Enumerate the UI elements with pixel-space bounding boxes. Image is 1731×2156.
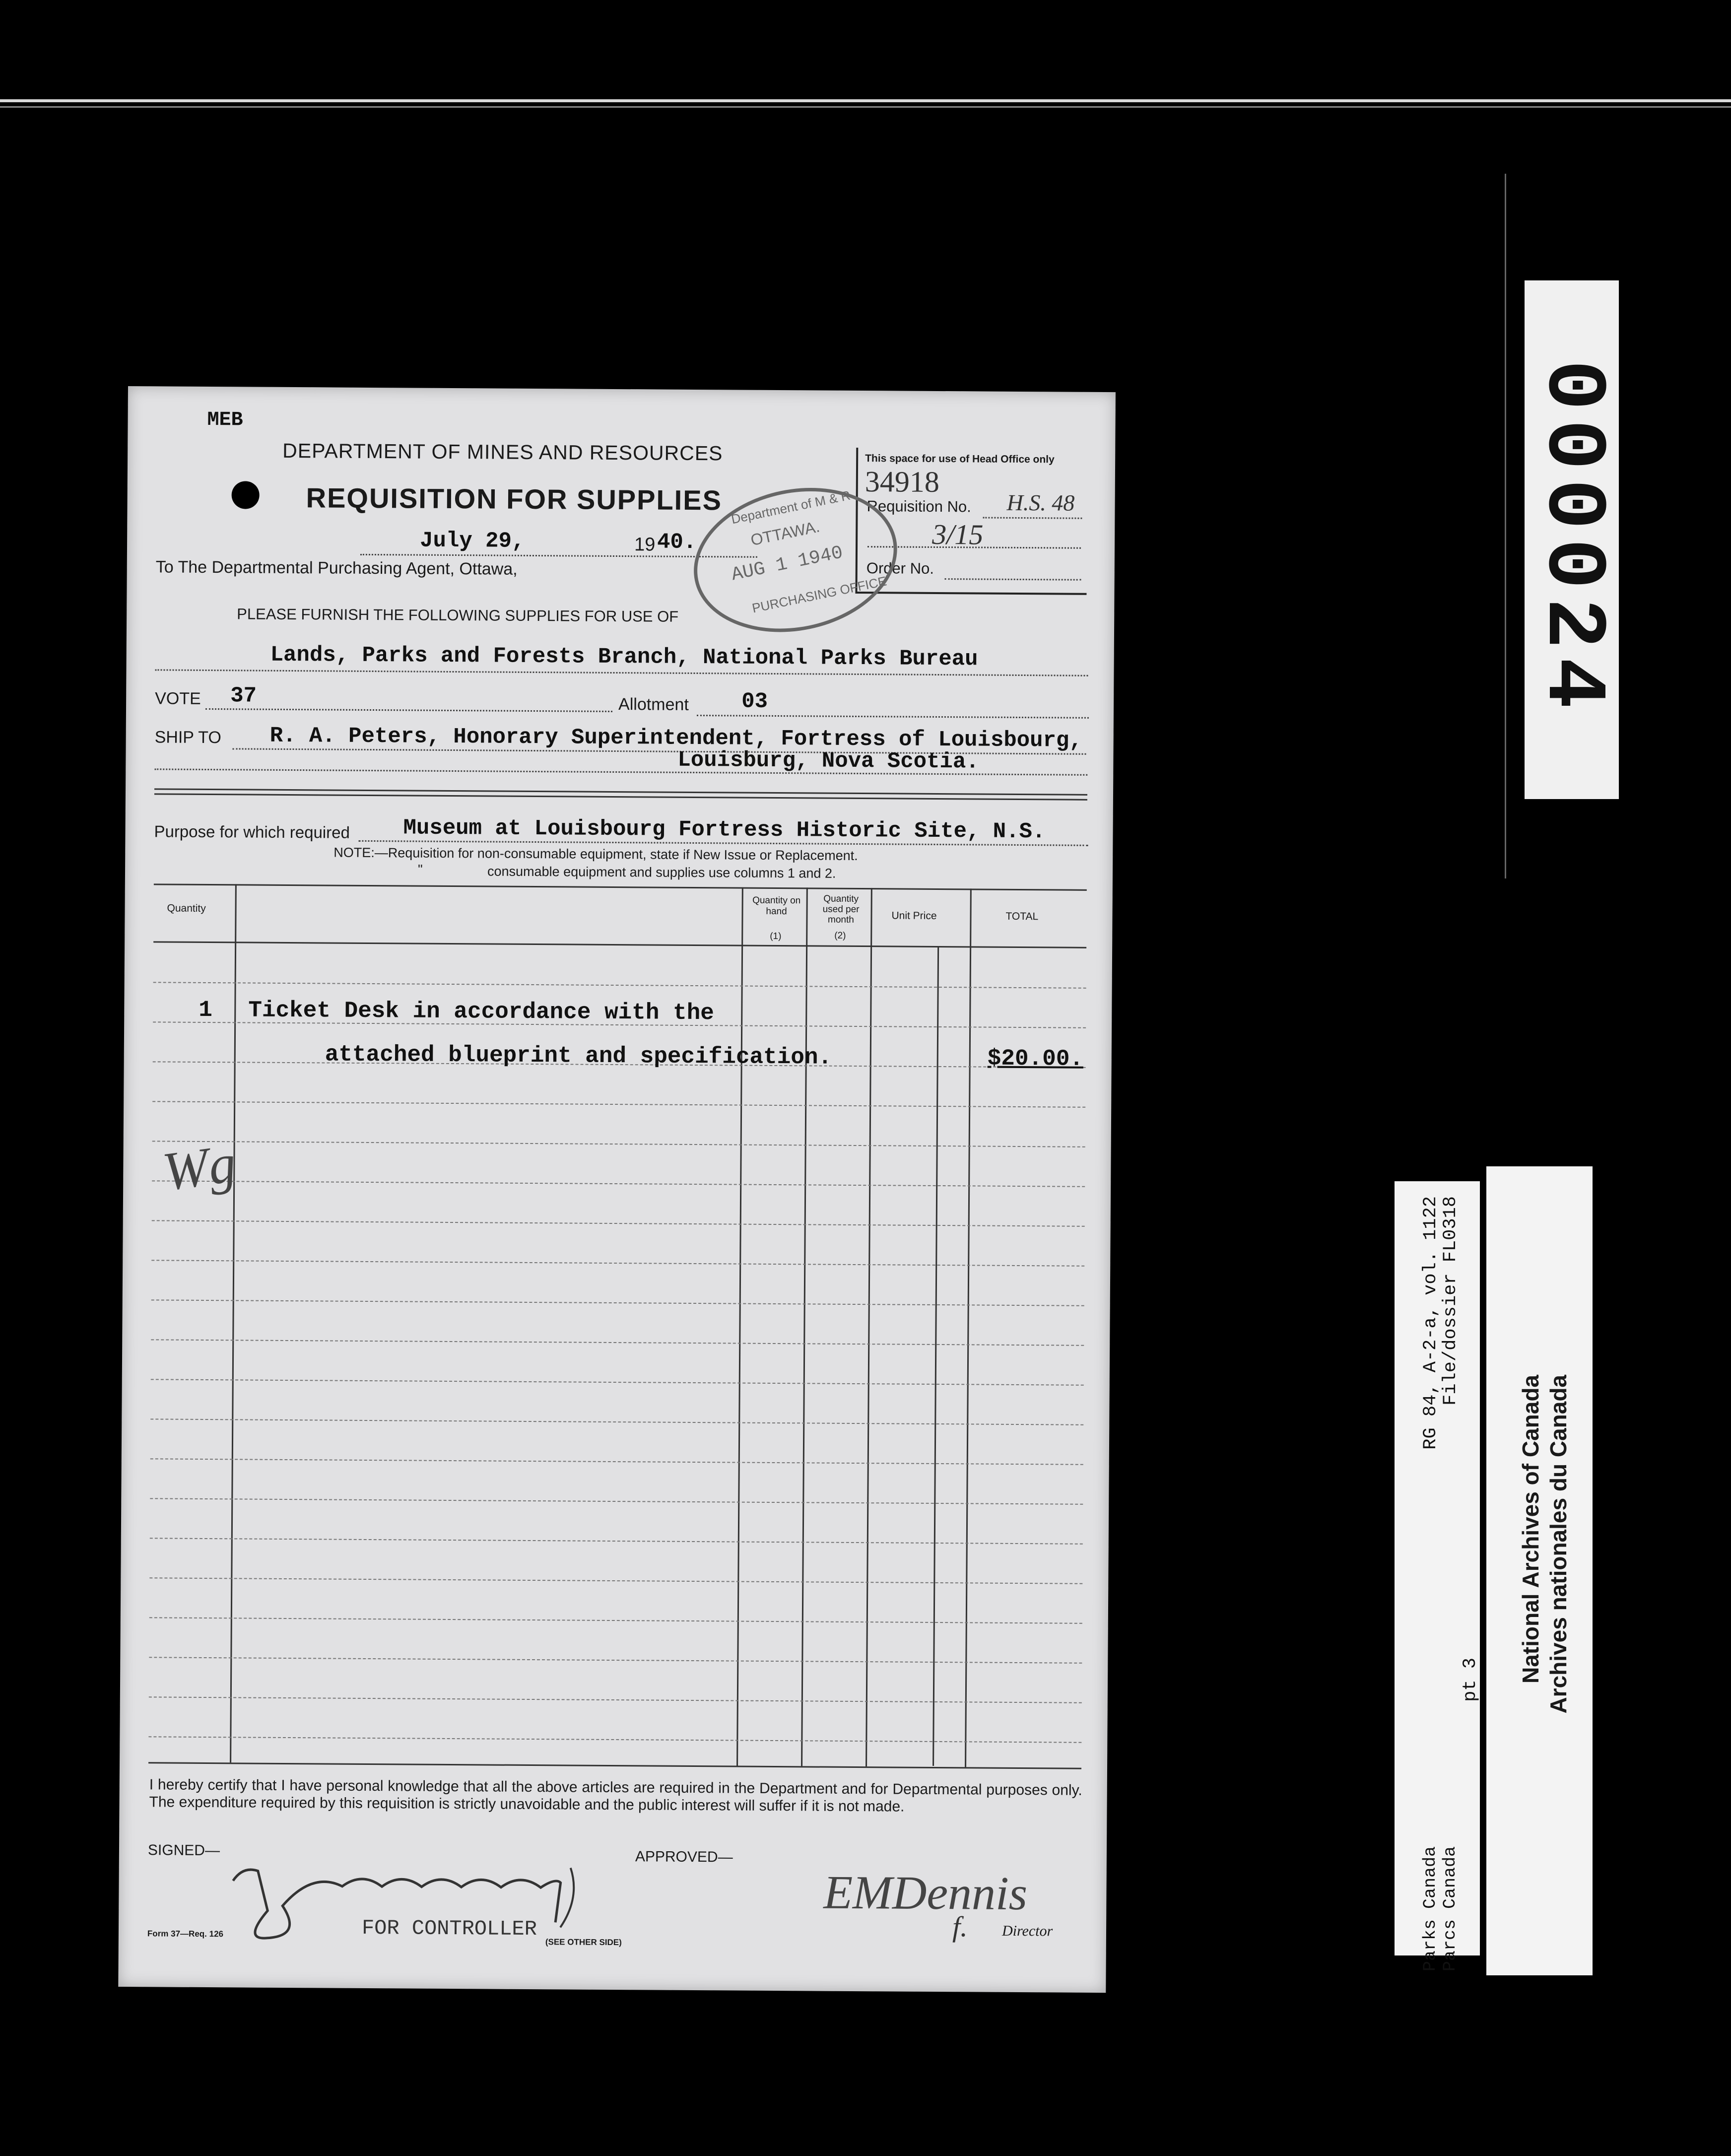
ship-to-label: SHIP TO	[154, 728, 221, 747]
national-archives-label	[1486, 1166, 1593, 1975]
parks-canada-en: Parks Canada	[1420, 1846, 1440, 1972]
ship-to-line-1: R. A. Peters, Honorary Superintendent, Fortress of Louisbourg,	[269, 723, 1082, 753]
film-edge-line-secondary	[0, 106, 1731, 108]
branch-name: Lands, Parks and Forests Branch, National Parks Bureau	[270, 642, 978, 672]
header-on-hand-col: (1)	[770, 931, 782, 942]
see-other-side: (SEE OTHER SIDE)	[545, 1937, 622, 1948]
row-2-total: $20.00.	[987, 1045, 1084, 1072]
for-controller-stamp: FOR CONTROLLER	[361, 1916, 537, 1942]
parks-canada-fr: Parcs Canada	[1440, 1846, 1460, 1972]
row-1-description: Ticket Desk in accordance with the	[248, 997, 715, 1026]
reference-line-1: RG 84, A-2-a, vol. 1122	[1420, 1196, 1441, 1450]
allotment-label: Allotment	[618, 695, 689, 714]
stamp-date: AUG 1 1940	[730, 542, 845, 586]
form-number: Form 37—Req. 126	[147, 1929, 224, 1939]
signed-label: SIGNED—	[147, 1842, 220, 1859]
punch-hole	[231, 481, 259, 509]
purpose-value: Museum at Louisbourg Fortress Historic Site, N.S.	[403, 815, 1046, 845]
department-heading: DEPARTMENT OF MINES AND RESOURCES	[282, 439, 723, 465]
director-signature: EMDennis	[823, 1865, 1028, 1920]
to-line: To The Departmental Purchasing Agent, Ottawa,	[155, 557, 518, 579]
ship-to-line-2: Louisburg, Nova Scotia.	[677, 747, 979, 775]
reference-line-2: File/dossier FL0318	[1440, 1196, 1461, 1406]
requisition-form	[118, 386, 1116, 1993]
note-line-2: consumable equipment and supplies use columns 1 and 2.	[487, 864, 836, 881]
film-divider	[1505, 174, 1506, 878]
date-day: July 29,	[419, 528, 525, 554]
requisition-no-label: Requisition No.	[866, 497, 971, 516]
date-year: 40.	[657, 530, 697, 555]
allotment-value: 03	[741, 689, 768, 714]
nac-name-en: National Archives of Canada	[1518, 1375, 1543, 1684]
director-prefix: f.	[952, 1910, 968, 1943]
initials: MEB	[207, 408, 243, 432]
header-quantity: Quantity	[167, 902, 206, 914]
stamp-office: PURCHASING OFFICE	[750, 573, 888, 616]
header-used-col: (2)	[834, 930, 846, 941]
note-ditto: "	[417, 862, 423, 877]
archive-reference-label	[1395, 1181, 1481, 1972]
frame-number-strip	[1525, 280, 1619, 799]
note-line-1: NOTE:—Requisition for non-consumable equipment, state if New Issue or Replacement.	[333, 845, 858, 864]
header-unit-price: Unit Price	[891, 910, 937, 922]
margin-initials: Wg	[159, 1132, 240, 1203]
stamp-city: OTTAWA.	[749, 517, 821, 549]
requisition-no-value: H.S. 48	[1006, 489, 1075, 516]
head-office-caption: This space for use of Head Office only	[865, 453, 1055, 466]
date-year-prefix: 19	[634, 534, 656, 555]
nac-name-fr: Archives nationales du Canada	[1545, 1375, 1571, 1714]
row-2-description: attached blueprint and specification.	[325, 1041, 832, 1071]
row-1-quantity: 1	[199, 997, 213, 1023]
frame-number: 000024	[1524, 359, 1620, 718]
order-no-label: Order No.	[866, 559, 934, 577]
certification-text: I hereby certify that I have personal knowledge that all the above articles are required in the Department and for Departmental purposes only. The expenditure required by this requisition is strictly unavoidable and the public interest will suffer if it is not made.	[149, 1776, 1082, 1815]
furnish-line: PLEASE FURNISH THE FOLLOWING SUPPLIES FOR USE OF	[237, 605, 679, 625]
header-on-hand: Quantity on hand	[752, 895, 801, 917]
stamp-department: Department of M & R	[730, 487, 852, 527]
header-used-per-month: Quantity used per month	[822, 893, 860, 925]
head-office-number: 34918	[865, 465, 940, 498]
reference-line-3: pt 3	[1460, 1658, 1481, 1702]
header-total: TOTAL	[1005, 910, 1039, 923]
vote-label: VOTE	[155, 689, 201, 708]
handwritten-reference: 3/15	[932, 518, 984, 551]
purpose-label: Purpose for which required	[154, 822, 350, 842]
approved-label: APPROVED—	[635, 1848, 733, 1866]
director-label: Director	[1001, 1922, 1053, 1940]
vote-value: 37	[230, 683, 257, 709]
form-title: REQUISITION FOR SUPPLIES	[306, 482, 723, 516]
film-edge-line	[0, 99, 1731, 102]
